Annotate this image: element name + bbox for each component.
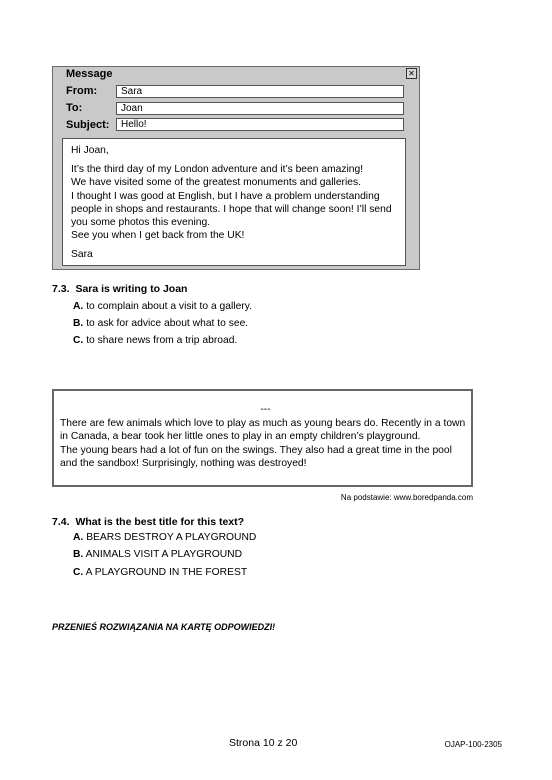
title-placeholder: --- — [260, 404, 271, 415]
message-greeting: Hi Joan, — [71, 145, 109, 156]
message-line: It’s the third day of my London adventure and it’s been amazing! — [71, 164, 364, 176]
question-text: What is the best title for this text? — [75, 516, 245, 528]
question-number: 7.4. — [52, 516, 70, 528]
from-field[interactable]: Sara — [116, 85, 404, 98]
text-line: The young bears had a lot of fun on the swings. They also had a great time in the pool — [60, 444, 452, 456]
answer-option-a: A. BEARS DESTROY A PLAYGROUND — [73, 532, 257, 543]
question-7-3 — [52, 283, 187, 295]
answer-option-b: B. ANIMALS VISIT A PLAYGROUND — [73, 549, 243, 560]
text-line: and the sandbox! Surprisingly, nothing was destroyed! — [60, 458, 307, 470]
subject-field[interactable]: Hello! — [116, 118, 404, 131]
question-number: 7.3. — [52, 283, 70, 295]
message-signature: Sara — [71, 249, 93, 261]
text-line: in Canada, a bear took her little ones to play in an empty children’s playground. — [60, 431, 421, 443]
close-icon[interactable]: ✕ — [406, 68, 417, 79]
message-line: people in shops and restaurants. I hope that will change soon! I’ll send — [71, 203, 392, 215]
message-line: you some photos this evening. — [71, 217, 211, 229]
answer-option-c: C. A PLAYGROUND IN THE FOREST — [73, 567, 248, 578]
answer-option-a: A. to complain about a visit to a gallery. — [73, 301, 252, 312]
answer-option-c: C. to share news from a trip abroad. — [73, 335, 238, 346]
message-window — [52, 66, 420, 270]
message-window-title: Message — [66, 68, 113, 80]
question-7-4 — [52, 516, 244, 528]
subject-label: Subject: — [66, 119, 110, 131]
message-line: We have visited some of the greatest monuments and galleries. — [71, 177, 361, 189]
from-label: From: — [66, 85, 98, 97]
to-field[interactable]: Joan — [116, 102, 404, 115]
source-note: Na podstawie: www.boredpanda.com — [340, 493, 473, 502]
message-line: See you when I get back from the UK! — [71, 230, 245, 242]
transfer-answers-note: PRZENIEŚ ROZWIĄZANIA NA KARTĘ ODPOWIEDZI! — [52, 622, 276, 632]
question-text: Sara is writing to Joan — [75, 283, 188, 295]
page-number: Strona 10 z 20 — [229, 737, 298, 749]
text-line: There are few animals which love to play as much as young bears do. Recently in a town — [60, 417, 466, 429]
to-label: To: — [66, 102, 83, 114]
reading-text-box — [52, 389, 473, 487]
exam-code: OJAP-100-2305 — [444, 740, 502, 749]
message-body[interactable] — [62, 138, 406, 266]
message-line: I thought I was good at English, but I have a problem understanding — [71, 190, 380, 202]
answer-option-b: B. to ask for advice about what to see. — [73, 318, 249, 329]
